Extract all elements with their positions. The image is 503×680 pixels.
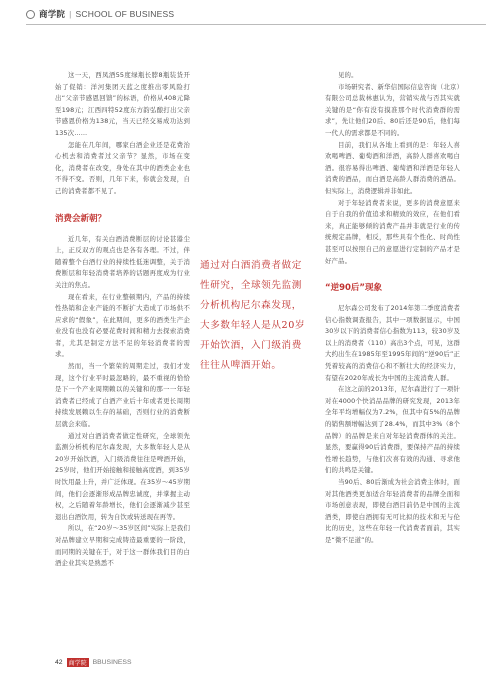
footer-label: BBUSINESS (92, 659, 132, 666)
section-name: SCHOOL OF BUSINESS (75, 9, 175, 19)
body-paragraph: 当90后、80后渐成为社会消费主体时，面对其他酒类更加适合年轻消费者的品牌全面和市场创意表现，即使白酒目前仍是中国的主流酒类，即使白酒拥有无可比拟的技术和无与伦比的历史，这些在年轻一代消费者面前，其实是“微不足道”的。 (325, 478, 460, 544)
intro-paragraph: 对于年轻消费者来说，更多的消费意愿来自于自我的价值追求和精致的效应，在他们看来，真正能够倾的消费产品并非就是行业的传统规定品牌，相反，那些具有个性化、时尚性甚至可以按照自己的意愿进行定制的产品才是好产品。 (325, 198, 460, 265)
section-heading: 消费会新朝？ (55, 213, 107, 224)
body-paragraph: 所以，在“20岁～35岁区间”实际上是我们对品牌建立早期和完成铸造最重要的一阶段，而同期的关键在于，对于这一群体我们目的白酒企业其实是熟悉不 (55, 524, 190, 568)
body-paragraph: 然而，当一个繁荣的周期走过，我们才发现，这个行业平时最忽略的，最不重视的恰恰是下一个产业周期赖以的关键和的那一一年轻消费者已经成了白酒产业后十年或者更长周期持续发展赖以生存的基础，否则行业的消费断层就会来临。 (55, 362, 190, 429)
intro-paragraph: 目前，我们从各地上看到的是：年轻人喜欢喝啤酒、葡萄酒和洋酒，高龄人群喜欢喝白酒。很容易得出啤酒、葡萄酒和洋酒是年轻人消费的酒品，而白酒是高龄人群消费的酒品。但实际上，消费逻辑并非如此。 (325, 140, 460, 195)
intro-paragraph: 怎能在几年间，哪家白酒企业还是花费治心机去和消费者过父亲节？显然，市场在变化，消费者在改变，身处在其中的酒类企业也不得不变。否则，几年下来，你就会发现，自己的消费者都不见了。 (55, 140, 190, 195)
header-separator: | (69, 9, 72, 19)
body-paragraph: 在这之前的2013年，尼尔森进行了一项针对在4000个快消品品牌的研究发现，2013年全年平均增幅仅为7.2%，但其中有5%的品牌的销售额增幅达到了28.4%，而其中3%（8个品牌）的品牌是来自对年轻消费群体的关注。显然，要赢得90后消费群，要保持产品的持续性增长趋势，与他们次喜有效的沟通、寻求他们的共鸣是关键。 (325, 385, 460, 475)
section-heading: “逆90后”现象 (325, 283, 383, 294)
footer-brand: 商学院 (67, 658, 89, 667)
intro-paragraph: 这一天，西凤酒55度绿瓶长脖8瓶装货开始了促销：洋河集团天蓝之度推出零风险打出“父亲节感恩回馈”的标语，价格从408元降至198元；江西四特52度东方韵弘酿打出父亲节感恩价格为138元，当天已经交易成功达到135次…… (55, 71, 190, 137)
page-header (26, 6, 486, 22)
pull-quote: 通过对白酒消费者做定性研究，全球领先监测分析机构尼尔森发现，大多数年轻人是从20岁开始饮酒，入门级消费往往从啤酒开始。 (200, 260, 306, 371)
intro-paragraph: 见的。 (338, 71, 358, 79)
intro-paragraph: 市场研究者、新华信国际信息咨询（北京）有限公司总裁林惠认为，营销实战与否其实就关键的是“你有没有摸准那个时代消费群的需求”，先让他们20后、80后还是90后，他们每一代人的需求都是不同的。 (325, 82, 460, 137)
body-paragraph: 尼尔森公司发布了2014年第二季度消费者信心指数调查报告，其中一项数据显示，中国30岁以下的消费者信心指数为113，较30岁及以上的消费者（110）高出3个点，可见，这群大约出生在1985年至1995年间的“逆90后”正凭着较高的消费信心和不断壮大的经济实力，有望在2020年成长为中国的主流消费人群。 (325, 304, 460, 382)
body-paragraph: 现在看来，在行业整顿期内，产品的持续性热销和企业产能的不断扩大造成了市场供不应求的“假象”，在此期间，更多的酒类生产企业没有也没有必要花费时间和精力去探索消费者，尤其是制定方法不足的年轻消费者的需求。 (55, 292, 190, 359)
circle-icon (26, 10, 35, 19)
header-rule (26, 24, 486, 25)
magazine-name: 商学院 (39, 9, 66, 19)
body-paragraph: 通过对白酒消费者做定性研究，全球领先监测分析机构尼尔森发现，大多数年轻人是从20岁开始饮酒，入门级消费往往是啤酒开始，25岁时，他们开始接触和接触高度酒，到35岁时饮用最上升，并广泛体现。在35岁～45岁期间，他们会逐渐形成品牌忠诚度，并掌握主动权，之后随着年龄增长，他们会逐渐减少甚至退出白酒饮用，转为自饮或转送现在再等。 (55, 431, 190, 521)
page-number: 42 (55, 659, 63, 666)
page-footer (55, 658, 131, 667)
left-column (55, 70, 190, 570)
right-column (325, 70, 460, 547)
body-paragraph: 近几年，有关白酒消费断层的讨论甚嚣尘上，正反双方的观点也是各有各理。不过，伴随着整个白酒行业的持续性低迷调整，关于消费断层和年轻消费者培养的话题再度成为行业关注的焦点。 (55, 234, 190, 289)
